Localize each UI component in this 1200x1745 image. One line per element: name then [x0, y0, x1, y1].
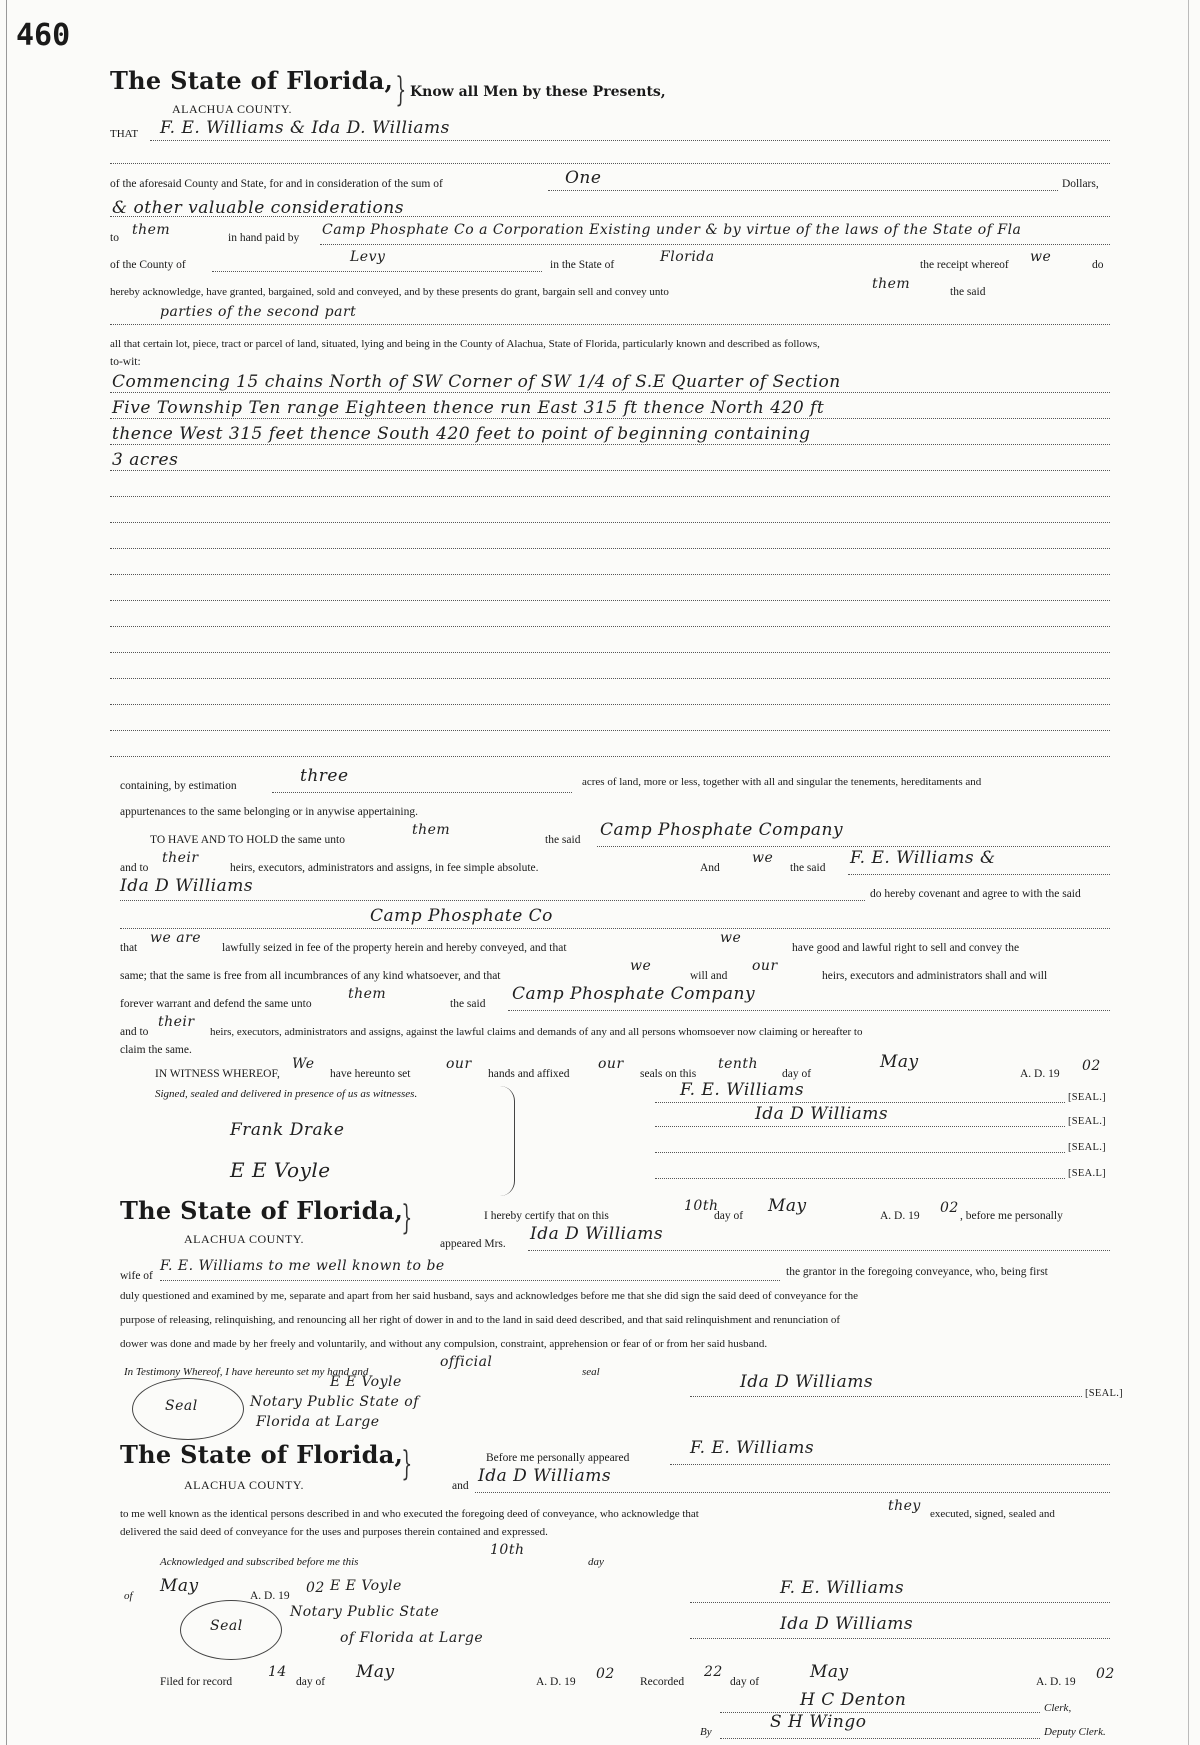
certify-month-handwritten: May	[768, 1196, 807, 1216]
that-handwritten: we are	[150, 930, 202, 946]
county-handwritten: Levy	[350, 249, 386, 265]
before-me-label: , before me personally	[960, 1210, 1063, 1222]
warrant-handwritten: them	[348, 986, 387, 1002]
certify-label: I hereby certify that on this	[484, 1210, 609, 1222]
ack-day-handwritten: 10th	[490, 1542, 525, 1558]
dollars-label: Dollars,	[1062, 178, 1099, 190]
to-label: to	[110, 232, 119, 244]
parties-handwritten: parties of the second part	[160, 304, 357, 320]
joint-signer2-handwritten: Ida D Williams	[780, 1614, 914, 1634]
witness-whereof-label: IN WITNESS WHEREOF,	[155, 1068, 280, 1080]
claims-clause: heirs, executors, administrators and assigns, against the lawful claims and demands of any and all persons whomsoever now claiming or hereafter to	[210, 1026, 863, 1038]
notary-name-handwritten: E E Voyle	[330, 1374, 402, 1390]
witness-month-handwritten: May	[880, 1052, 919, 1072]
grantor1-handwritten: F. E. Williams &	[850, 848, 996, 868]
free-clause: same; that the same is free from all incumbrances of any kind whatsoever, and that	[120, 970, 501, 982]
receipt-handwritten: we	[1030, 249, 1052, 265]
testimony-label: In Testimony Whereof, I have hereunto set my hand and	[124, 1366, 369, 1378]
notary-title-handwritten: Notary Public State of	[250, 1394, 419, 1410]
and-to-handwritten-2: their	[158, 1014, 195, 1030]
witness-whereof-handwritten: We	[292, 1056, 315, 1072]
witness1-handwritten: Frank Drake	[230, 1120, 345, 1140]
paid-by-handwritten: Camp Phosphate Co a Corporation Existing under & by virtue of the laws of the State of Fla	[322, 222, 1022, 238]
right-clause: have good and lawful right to sell and convey the	[792, 942, 1020, 954]
seals-label: seals on this	[640, 1068, 697, 1080]
seal-3: [SEAL.]	[1068, 1142, 1106, 1153]
seized-handwritten: we	[720, 930, 742, 946]
recorded-day-handwritten: 22	[704, 1664, 723, 1680]
habendum-label: TO HAVE AND TO HOLD the same unto	[150, 834, 345, 846]
page-edge-left	[6, 0, 7, 1745]
clerk-handwritten: H C Denton	[800, 1690, 907, 1710]
filed-year-handwritten: 02	[596, 1666, 615, 1682]
wife-ack-county-heading: ALACHUA COUNTY.	[184, 1232, 304, 1246]
witness2-handwritten: E E Voyle	[230, 1158, 331, 1182]
parcel-clause: all that certain lot, piece, tract or parcel of land, situated, lying and being in the County of Alachua, State of Florida, particularly known and described as follows,	[110, 338, 820, 350]
wife-ack-state-heading: The State of Florida,	[120, 1196, 404, 1225]
description-line-3: thence West 315 feet thence South 420 feet to point of beginning containing	[112, 424, 811, 444]
receipt-label: the receipt whereof	[920, 259, 1009, 271]
by-label: By	[700, 1726, 712, 1738]
and-handwritten: we	[752, 850, 774, 866]
testimony-seal-label: seal	[582, 1366, 600, 1378]
will-handwritten: we	[630, 958, 652, 974]
ack-stamp-text: Seal	[210, 1618, 243, 1634]
seal-1: [SEAL.]	[1068, 1092, 1106, 1103]
wife-ack-seal: [SEAL.]	[1085, 1388, 1123, 1399]
filed-label: Filed for record	[160, 1676, 233, 1688]
recorded-month-handwritten: May	[810, 1662, 849, 1682]
filed-month-handwritten: May	[356, 1662, 395, 1682]
recorded-label: Recorded	[640, 1676, 685, 1688]
and-to-label-2: and to	[120, 1026, 149, 1038]
containing-label: containing, by estimation	[120, 780, 237, 792]
brace: }	[395, 70, 407, 110]
joint-ack-brace: }	[401, 1444, 413, 1484]
acknowledged-label: Acknowledged and subscribed before me this	[160, 1556, 359, 1568]
acres-clause: acres of land, more or less, together with all and singular the tenements, hereditaments and	[582, 776, 982, 788]
consideration-text: of the aforesaid County and State, for and in consideration of the sum of	[110, 178, 443, 190]
covenant-clause: do hereby covenant and agree to with the said	[870, 888, 1081, 900]
appeared-label: appeared Mrs.	[440, 1238, 506, 1250]
wife-signature-handwritten: Ida D Williams	[740, 1372, 874, 1392]
wife-ack-body-2: purpose of releasing, relinquishing, and renouncing all her right of dower in and to the land in said deed described, and that said relinquishment and renunciation of	[120, 1314, 840, 1326]
other-consideration-handwritten: & other valuable considerations	[112, 198, 404, 218]
wife-ack-brace: }	[401, 1198, 413, 1238]
joint-ack-state-heading: The State of Florida,	[120, 1440, 404, 1469]
sum-handwritten: One	[565, 168, 602, 188]
testimony-handwritten: official	[440, 1354, 493, 1370]
joint-person2-handwritten: Ida D Williams	[478, 1466, 612, 1486]
signed-sealed-label: Signed, sealed and delivered in presence of us as witnesses.	[155, 1088, 418, 1100]
wife-of-handwritten: F. E. Williams to me well known to be	[160, 1258, 445, 1274]
and-label: And	[700, 862, 720, 874]
ack-day-label: day	[588, 1556, 604, 1568]
grantor2-handwritten: Ida D Williams	[120, 876, 254, 896]
acres-handwritten: three	[300, 766, 349, 786]
joint-they-handwritten: they	[888, 1498, 921, 1514]
joint-body-2: delivered the said deed of conveyance for the uses and purposes therein contained and expressed.	[120, 1526, 548, 1538]
certify-ad-label: A. D. 19	[880, 1210, 920, 1222]
page-edge-right	[1188, 0, 1189, 1745]
ack-month-handwritten: May	[160, 1576, 199, 1596]
to-handwritten: them	[132, 222, 171, 238]
description-line-2: Five Township Ten range Eighteen thence run East 315 ft thence North 420 ft	[112, 398, 825, 418]
covenant-party-handwritten: Camp Phosphate Co	[370, 906, 553, 926]
hands-label: hands and affixed	[488, 1068, 570, 1080]
filed-day-handwritten: 14	[268, 1664, 287, 1680]
hereunto-label: have hereunto set	[330, 1068, 411, 1080]
signer2-handwritten: Ida D Williams	[755, 1104, 889, 1124]
ack-notary-title-handwritten: Notary Public State	[290, 1604, 440, 1620]
heirs-clause-2: heirs, executors and administrators shall and will	[822, 970, 1048, 982]
joint-body-1-pre: to me well known as the identical persons described in and who executed the foregoing deed of conveyance, who acknowledge that	[120, 1508, 699, 1520]
joint-person1-handwritten: F. E. Williams	[690, 1438, 815, 1458]
wife-ack-body-3: dower was done and made by her freely and voluntarily, and without any compulsion, constraint, apprehension or fear of or from her said husband.	[120, 1338, 768, 1350]
the-said-label-2: the said	[545, 834, 581, 846]
witness-dayof-label: day of	[782, 1068, 812, 1080]
ack-notary-name-handwritten: E E Voyle	[330, 1578, 402, 1594]
claim-same: claim the same.	[120, 1044, 192, 1056]
grantors-handwritten: F. E. Williams & Ida D. Williams	[160, 118, 450, 138]
joint-and-label: and	[452, 1480, 469, 1492]
appeared-handwritten: Ida D Williams	[530, 1224, 664, 1244]
habendum-handwritten: them	[412, 822, 451, 838]
heirs-clause: heirs, executors, administrators and assigns, in fee simple absolute.	[230, 862, 539, 874]
joint-body-1-post: executed, signed, sealed and	[930, 1508, 1055, 1520]
filed-dayof-label: day of	[296, 1676, 326, 1688]
certify-dayof-label: day of	[714, 1210, 744, 1222]
ack-of-label: of	[124, 1590, 133, 1602]
and-to-handwritten: their	[162, 850, 199, 866]
to-wit-label: to-wit:	[110, 356, 141, 368]
page-number: 460	[16, 18, 71, 53]
wife-of-label: wife of	[120, 1270, 153, 1282]
joint-before-label: Before me personally appeared	[486, 1452, 630, 1464]
certify-day-handwritten: 10th	[684, 1198, 719, 1214]
recorded-dayof-label: day of	[730, 1676, 760, 1688]
notary-jurisdiction-handwritten: Florida at Large	[256, 1414, 380, 1430]
the-said-label-4: the said	[450, 998, 486, 1010]
warrant-party-handwritten: Camp Phosphate Company	[512, 984, 756, 1004]
deputy-clerk-label: Deputy Clerk.	[1044, 1726, 1106, 1738]
in-state-label: in the State of	[550, 259, 615, 271]
witness-ad-label: A. D. 19	[1020, 1068, 1060, 1080]
notary-stamp-text: Seal	[165, 1398, 198, 1414]
joint-ack-county-heading: ALACHUA COUNTY.	[184, 1478, 304, 1492]
filed-ad-label: A. D. 19	[536, 1676, 576, 1688]
do-label: do	[1092, 259, 1104, 271]
seal-4: [SEA.L]	[1068, 1168, 1106, 1179]
ack-ad-label: A. D. 19	[250, 1590, 290, 1602]
signer1-handwritten: F. E. Williams	[680, 1080, 805, 1100]
know-all-heading: Know all Men by these Presents,	[410, 84, 666, 100]
state-heading: The State of Florida,	[110, 66, 394, 95]
unto-handwritten: them	[872, 276, 911, 292]
in-hand-label: in hand paid by	[228, 232, 300, 244]
recorded-ad-label: A. D. 19	[1036, 1676, 1076, 1688]
county-heading: ALACHUA COUNTY.	[172, 102, 292, 116]
the-said-label-3: the said	[790, 862, 826, 874]
the-said-label: the said	[950, 286, 986, 298]
ack-year-handwritten: 02	[306, 1580, 325, 1596]
recorded-year-handwritten: 02	[1096, 1666, 1115, 1682]
witness-day-handwritten: tenth	[718, 1056, 759, 1072]
description-line-1: Commencing 15 chains North of SW Corner of SW 1/4 of S.E Quarter of Section	[112, 372, 841, 392]
description-line-4: 3 acres	[112, 450, 179, 470]
grantor-clause: the grantor in the foregoing conveyance, who, being first	[786, 1266, 1048, 1278]
affixed-handwritten: our	[598, 1056, 624, 1072]
ack-notary-jurisdiction-handwritten: of Florida at Large	[340, 1630, 484, 1646]
warrant-clause: forever warrant and defend the same unto	[120, 998, 312, 1010]
that-label: THAT	[110, 128, 139, 140]
appurtenances-text: appurtenances to the same belonging or in anywise appertaining.	[120, 806, 418, 818]
clerk-label: Clerk,	[1044, 1702, 1072, 1714]
grant-clause: hereby acknowledge, have granted, bargained, sold and conveyed, and by these presents do grant, bargain sell and convey unto	[110, 286, 669, 298]
witness-year-handwritten: 02	[1082, 1058, 1101, 1074]
our-handwritten: our	[752, 958, 778, 974]
grantee-handwritten: Camp Phosphate Company	[600, 820, 844, 840]
joint-signer1-handwritten: F. E. Williams	[780, 1578, 905, 1598]
witness-brace	[500, 1086, 515, 1196]
and-to-label: and to	[120, 862, 149, 874]
state-handwritten: Florida	[660, 249, 715, 265]
seal-2: [SEAL.]	[1068, 1116, 1106, 1127]
wife-ack-body-1: duly questioned and examined by me, separate and apart from her said husband, says and acknowledges before me that she did sign the said deed of conveyance for the	[120, 1290, 858, 1302]
that-label-2: that	[120, 942, 138, 954]
will-label: will and	[690, 970, 728, 982]
certify-year-handwritten: 02	[940, 1200, 959, 1216]
set-handwritten: our	[446, 1056, 472, 1072]
deputy-handwritten: S H Wingo	[770, 1712, 867, 1732]
seized-clause: lawfully seized in fee of the property herein and hereby conveyed, and that	[222, 942, 567, 954]
county-of-label: of the County of	[110, 259, 186, 271]
